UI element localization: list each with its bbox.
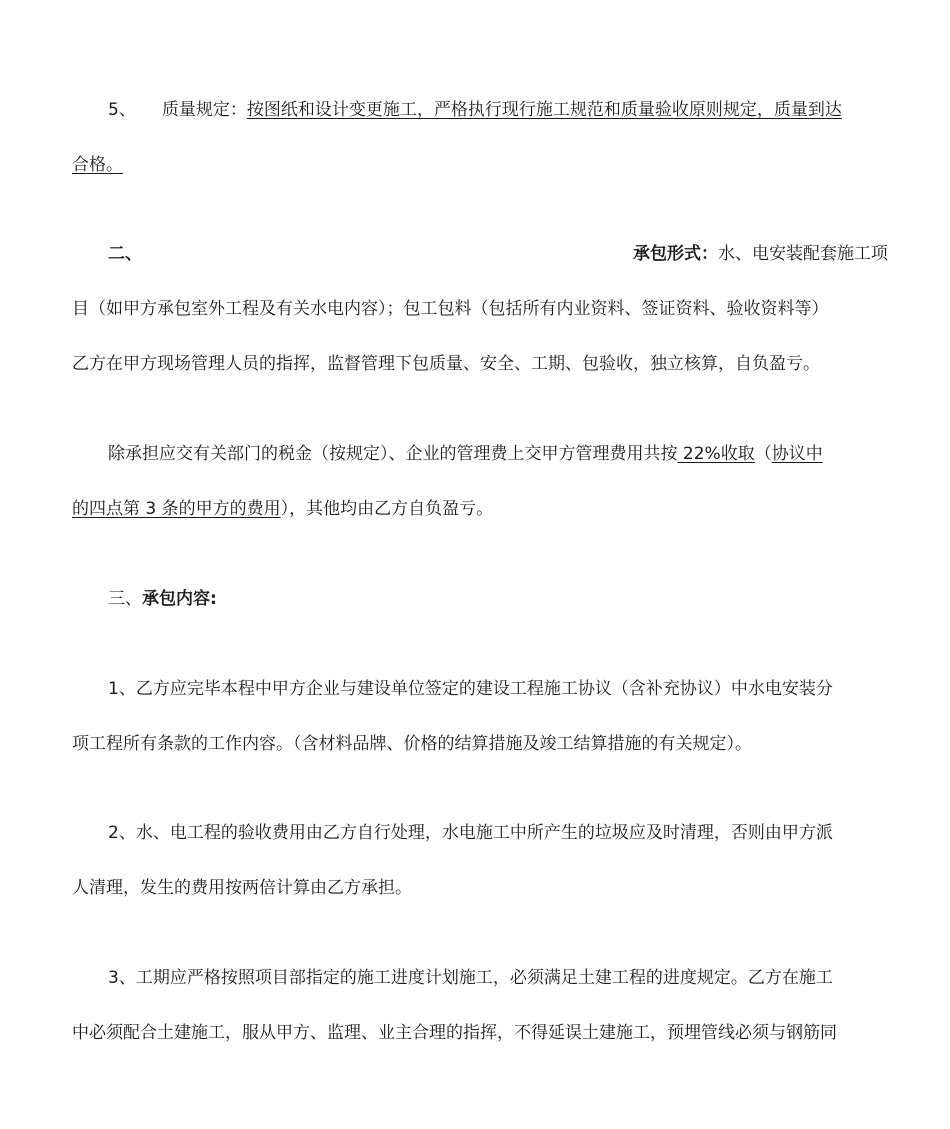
item5-text: 按图纸和设计变更施工，严格执行现行施工规范和质量验收原则规定，质量到达: [246, 100, 842, 120]
fee-percentage: 22%收取: [677, 444, 755, 464]
section3-item1-line1: 1、乙方应完毕本程中甲方企业与建设单位签定的建设工程施工协议（含补充协议）中水电安装分: [108, 679, 833, 699]
fee-line2-underlined: 的四点第 3 条的甲方的费用: [72, 499, 281, 519]
section2-line3: 乙方在甲方现场管理人员的指挥，监督管理下包质量、安全、工期、包验收，独立核算，自负盈亏。: [72, 354, 820, 374]
item5-line2: [72, 153, 888, 177]
section3-item3-line2: 中必须配合土建施工，服从甲方、监理、业主合理的指挥，不得延误土建施工，预埋管线必须与钢筋同: [72, 1023, 837, 1043]
fee-part1: 除承担应交有关部门的税金（按规定）、企业的管理费上交甲方管理费用共按: [108, 444, 678, 464]
section3-item3-line1: 3、工期应严格按照项目部指定的施工进度计划施工，必须满足土建工程的进度规定。乙方在施工: [108, 968, 833, 988]
section3-heading-line: [72, 587, 888, 611]
item5-number: 5、: [108, 100, 136, 120]
section2-heading: 二、: [108, 244, 142, 264]
fee-para-line1: [72, 442, 888, 466]
section3-item2-line2: 人清理，发生的费用按两倍计算由乙方承担。: [72, 878, 412, 898]
fee-part3: （: [754, 444, 772, 464]
fee-part4: 协议中: [771, 444, 823, 464]
section2-line1-text: 水、电安装配套施工项: [718, 244, 888, 264]
section3-heading-prefix: 三、: [108, 589, 142, 609]
item5-label: 质量规定：: [161, 100, 247, 120]
section2-line2: 目（如甲方承包室外工程及有关水电内容）；包工包料（包括所有内业资料、签证资料、验收资料等）: [72, 299, 829, 319]
section3-heading: 承包内容:: [142, 589, 217, 609]
section3-item2-line1: 2、水、电工程的验收费用由乙方自行处理，水电施工中所产生的垃圾应及时清理，否则由甲方派: [108, 823, 833, 843]
item5-text-cont: 合格。: [72, 155, 123, 175]
item5-line1: [72, 98, 888, 122]
fee-para-line2: [72, 497, 888, 521]
section2-heading-line: [72, 242, 888, 266]
section2-label: 承包形式：: [633, 244, 718, 264]
section3-item1-line2: 项工程所有条款的工作内容。（含材料品牌、价格的结算措施及竣工结算措施的有关规定）。: [72, 734, 752, 754]
fee-line2-rest: ），其他均由乙方自负盈亏。: [280, 499, 494, 519]
